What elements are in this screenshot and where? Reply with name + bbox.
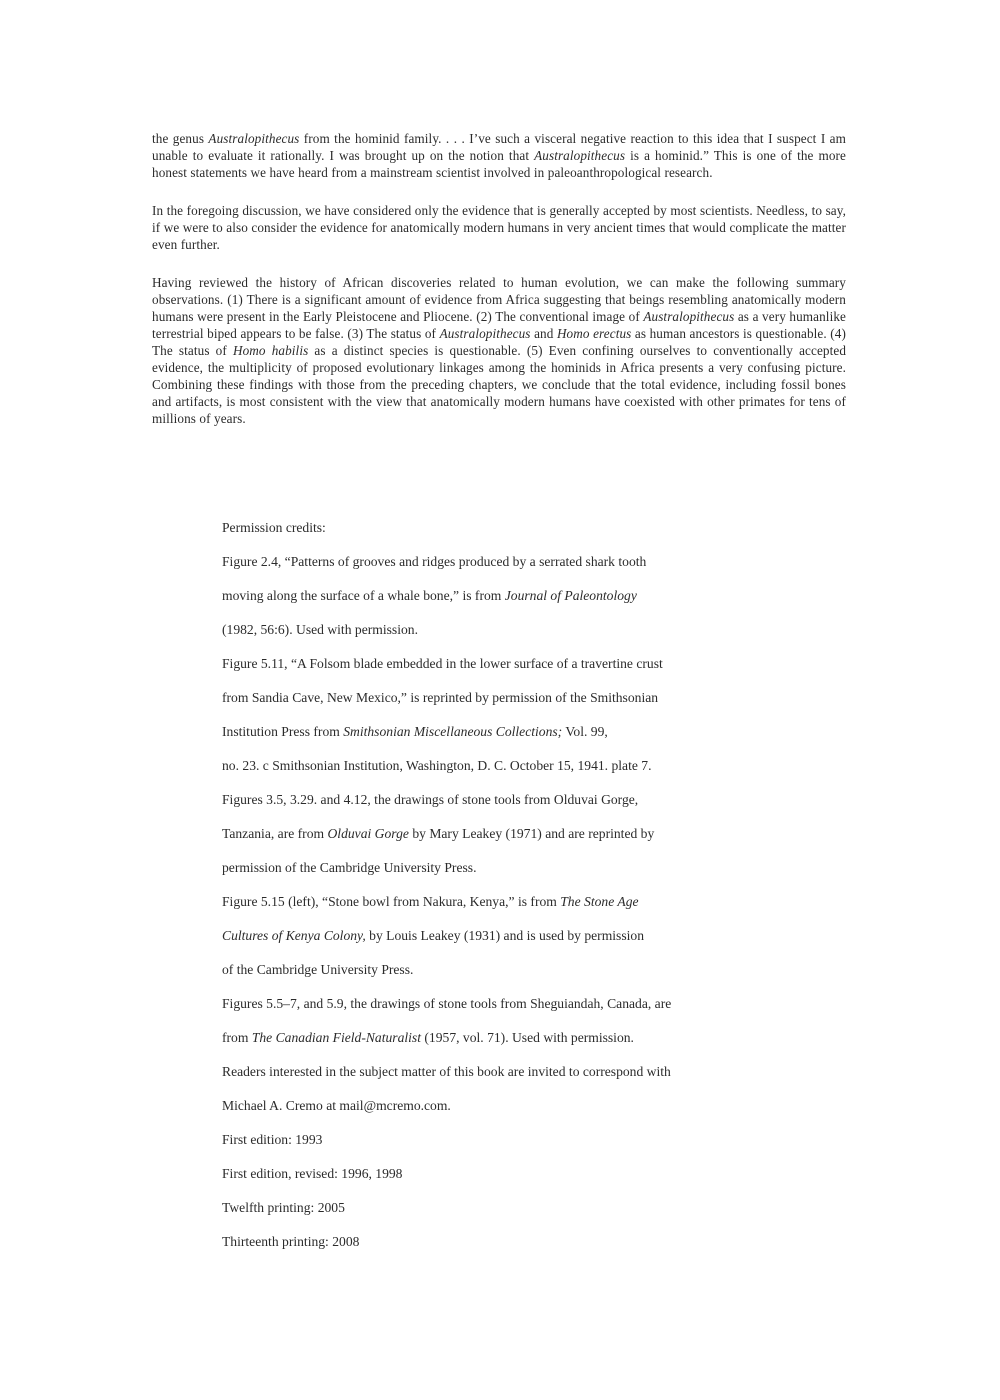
credit-line [222,1021,782,1055]
text-run: Readers interested in the subject matter of this book are invited to correspond with [222,1064,671,1079]
credit-line [222,613,782,647]
credit-line [222,545,782,579]
text-run: the genus [152,131,209,146]
credit-line [222,885,782,919]
text-run: as a very humanlike terrestrial biped appears to be false. (3) The status of [152,309,846,341]
text-run: (1957, vol. 71). Used with permission. [421,1030,634,1045]
paragraph-summary-observations [152,274,846,427]
italic-text-run: The Stone Age [560,894,639,909]
credit-line [222,817,782,851]
text-run: by Louis Leakey (1931) and is used by permission [365,928,644,943]
italic-text-run: Smithsonian Miscellaneous Collections; [343,724,563,739]
credit-line [222,1191,782,1225]
text-run: Figure 2.4, “Patterns of grooves and ridges produced by a serrated shark tooth [222,554,647,569]
credit-line [222,987,782,1021]
italic-text-run: Australopithecus [208,131,300,146]
text-run: In the foregoing discussion, we have considered only the evidence that is generally accepted by most scientists. Needless, to say, if we were to also consider the evidence for anatomically modern humans in very ancient times that would complicate the matter even further. [152,203,846,252]
italic-text-run: The Canadian Field-Naturalist [251,1030,421,1045]
text-run: Figure 5.15 (left), “Stone bowl from Nakura, Kenya,” is from [222,894,561,909]
text-run: as human ancestors is questionable. (4) The status of [152,326,846,358]
text-run: Permission credits: [222,520,326,535]
italic-text-run: Homo habilis [232,343,309,358]
text-run: (1982, 56:6). Used with permission. [222,622,418,637]
credit-line [222,681,782,715]
text-run: moving along the surface of a whale bone,” is from [222,588,505,603]
italic-text-run: Homo erectus [556,326,632,341]
text-run: Thirteenth printing: 2008 [222,1234,360,1249]
credit-line [222,1089,782,1123]
text-run: Twelfth printing: 2005 [222,1200,345,1215]
credit-line [222,647,782,681]
text-run: Figures 5.5–7, and 5.9, the drawings of stone tools from Sheguiandah, Canada, are [222,996,672,1011]
text-run: by Mary Leakey (1971) and are reprinted by [408,826,655,841]
credit-line [222,1055,782,1089]
text-run: permission of the Cambridge University Press. [222,860,477,875]
text-run: Michael A. Cremo at mail@mcremo.com. [222,1098,451,1113]
italic-text-run: Olduvai Gorge [327,826,409,841]
text-run: of the Cambridge University Press. [222,962,414,977]
text-run: as a distinct species is questionable. (5) Even confining ourselves to conventionally accepted evidence, the multiplicity of proposed evolutionary linkages among the hominids in Africa presents a very confusing picture. Combining these findings with those from the preceding chapters, we conclude that the total evidence, including fossil bones and artifacts, is most consistent with the view that anatomically modern humans have coexisted with other primates for tens of millions of years. [152,343,847,426]
text-run: First edition, revised: 1996, 1998 [222,1166,403,1181]
text-run: First edition: 1993 [222,1132,323,1147]
paragraph-quote-hominid [152,130,846,181]
credit-line [222,511,782,545]
text-run: from Sandia Cave, New Mexico,” is reprinted by permission of the Smithsonian [222,690,659,705]
text-run: Institution Press from [222,724,344,739]
italic-text-run: Cultures of Kenya Colony, [222,928,366,943]
credit-line [222,1157,782,1191]
text-run: is a hominid.” This is one of the more honest statements we have heard from a mainstream scientist involved in paleoanthropological research. [152,148,846,180]
permission-credits-block [222,511,782,1259]
text-run: Tanzania, are from [222,826,328,841]
paragraph-foregoing-discussion [152,202,846,253]
credit-line [222,1123,782,1157]
text-run: from [222,1030,252,1045]
text-run: Figure 5.11, “A Folsom blade embedded in the lower surface of a travertine crust [222,656,663,671]
credit-line [222,851,782,885]
text-run: from the hominid family. . . . I’ve such a visceral negative reaction to this idea that I suspect I am unable to evaluate it rationally. I was brought up on the notion that [152,131,846,163]
credit-line [222,919,782,953]
body-text-block [152,130,846,448]
text-run: Having reviewed the history of African discoveries related to human evolution, we can make the following summary observations. (1) There is a significant amount of evidence from Africa suggesting that beings resembling anatomically modern humans were present in the Early Pleistocene and Pliocene. (2) The conventional image of [152,275,846,324]
credit-line [222,749,782,783]
italic-text-run: Journal of Paleontology [504,588,637,603]
text-run: no. 23. c Smithsonian Institution, Washington, D. C. October 15, 1941. plate 7. [222,758,652,773]
text-run: and [530,326,557,341]
italic-text-run: Australopithecus [534,148,626,163]
credit-line [222,579,782,613]
credit-line [222,1225,782,1259]
credit-line [222,715,782,749]
italic-text-run: Australopithecus [643,309,735,324]
text-run: Vol. 99, [562,724,608,739]
text-run: Figures 3.5, 3.29. and 4.12, the drawings of stone tools from Olduvai Gorge, [222,792,639,807]
credit-line [222,953,782,987]
credit-line [222,783,782,817]
italic-text-run: Australopithecus [439,326,531,341]
